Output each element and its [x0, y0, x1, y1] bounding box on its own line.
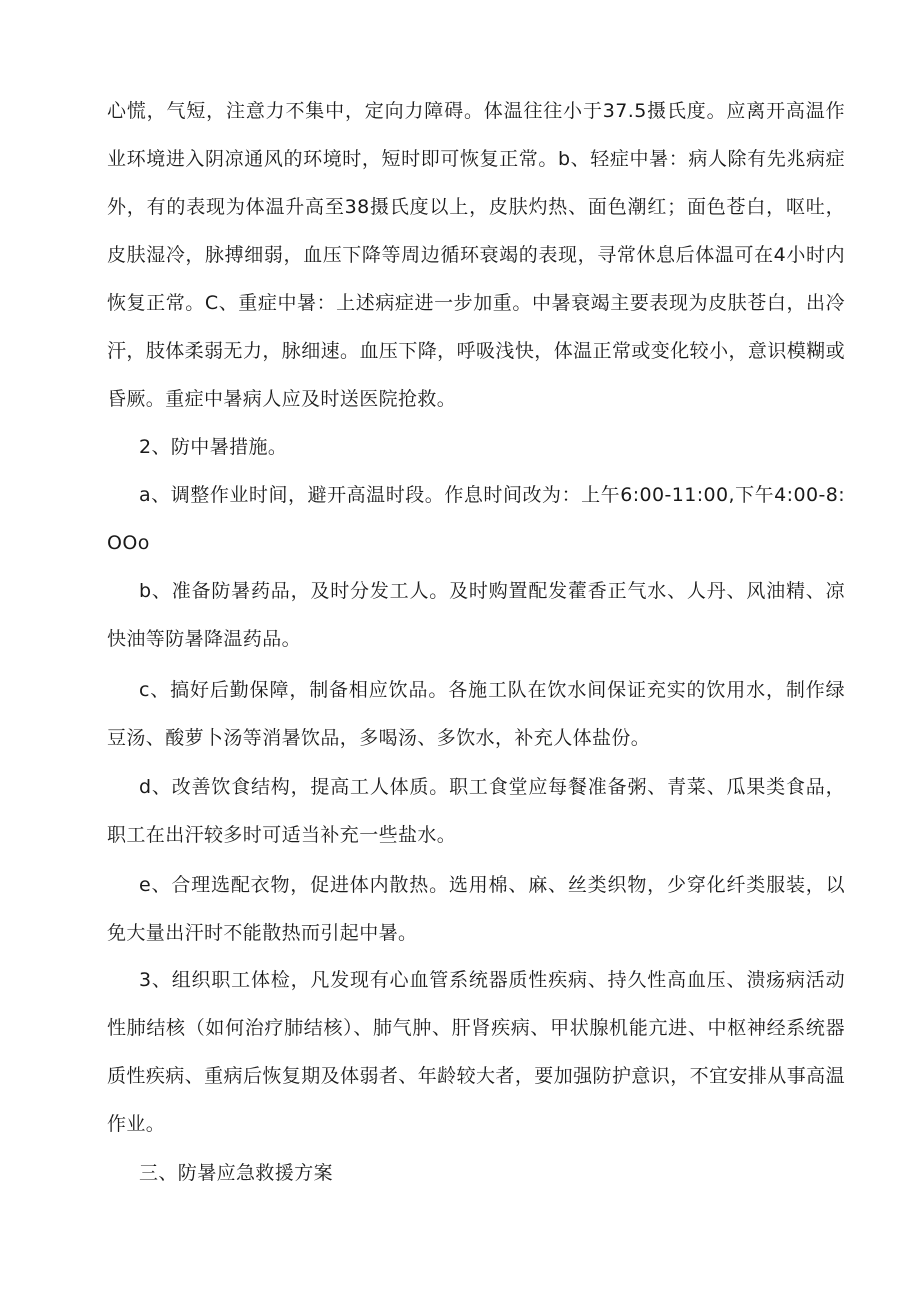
heading-emergency-plan: 三、防暑应急救援方案: [139, 1162, 334, 1184]
paragraph-measure-e: e、合理选配衣物，促进体内散热。选用棉、麻、丝类织物，少穿化纤类服装，以免大量出汗时不能散热而引起中暑。: [107, 874, 845, 944]
paragraph-health-check: 3、组织职工体检，凡发现有心血管系统器质性疾病、持久性高血压、溃疡病活动性肺结核（如何治疗肺结核）、肺气肿、肝肾疾病、甲状腺机能亢进、中枢神经系统器质性疾病、重病后恢复期及体弱者、年龄较大者，要加强防护意识，不宜安排从事高温作业。: [107, 969, 845, 1135]
paragraph-measure-d: d、改善饮食结构，提高工人体质。职工食堂应每餐准备粥、青菜、瓜果类食品，职工在出汗较多时可适当补充一些盐水。: [107, 776, 845, 846]
paragraph-measure-a: a、调整作业时间，避开高温时段。作息时间改为：上午6:00-11:00,下午4:00-8:OOo: [107, 484, 845, 554]
paragraph-measure-c: c、搞好后勤保障，制备相应饮品。各施工队在饮水间保证充实的饮用水，制作绿豆汤、酸萝卜汤等消暑饮品，多喝汤、多饮水，补充人体盐份。: [107, 679, 845, 749]
heading-prevention-measures: 2、防中暑措施。: [139, 436, 288, 458]
paragraph-measure-b: b、准备防暑药品，及时分发工人。及时购置配发藿香正气水、人丹、风油精、凉快油等防暑降温药品。: [107, 580, 845, 650]
paragraph-heatstroke-symptoms: 心慌，气短，注意力不集中，定向力障碍。体温往往小于37.5摄氏度。应离开高温作业环境进入阴凉通风的环境时，短时即可恢复正常。b、轻症中暑：病人除有先兆病症外，有的表现为体温升高至38摄氏度以上，皮肤灼热、面色潮红；面色苍白，呕吐，皮肤湿冷，脉搏细弱，血压下降等周边循环衰竭的表现，寻常休息后体温可在4小时内恢复正常。C、重症中暑：上述病症进一步加重。中暑衰竭主要表现为皮肤苍白，出冷汗，肢体柔弱无力，脉细速。血压下降，呼吸浅快，体温正常或变化较小，意识模糊或昏厥。重症中暑病人应及时送医院抢救。: [107, 100, 845, 410]
